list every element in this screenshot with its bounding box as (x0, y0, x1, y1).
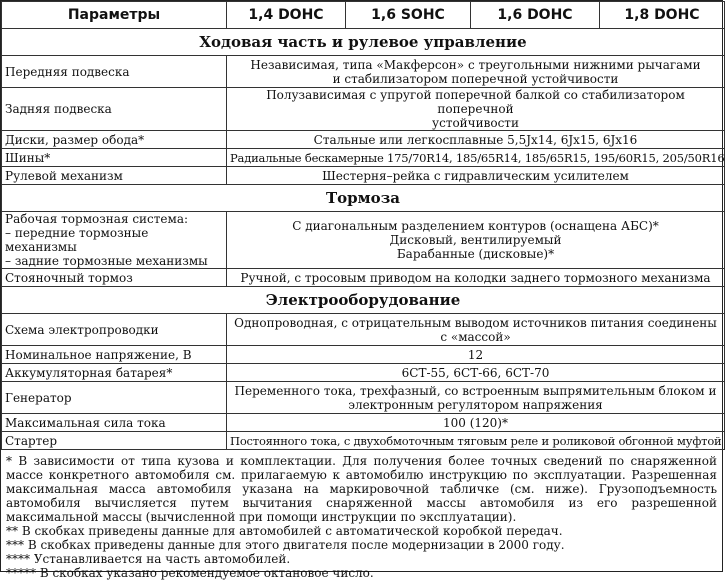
value-rear-suspension (227, 88, 725, 131)
value-max-current: 100 (120)* (227, 414, 725, 432)
value-wiring (227, 314, 725, 346)
value-starter: Постоянного тока, с двухобмоточным тяговым реле и роликовой обгонной муфтой (227, 432, 725, 450)
value-steering: Шестерня–рейка с гидравлическим усилителем (227, 167, 725, 185)
label-steering: Рулевой механизм (2, 167, 227, 185)
label-rear-suspension: Задняя подвеска (2, 88, 227, 131)
header-row (2, 2, 725, 29)
row-steering (2, 167, 725, 185)
row-front-suspension (2, 56, 725, 88)
section-title-chassis: Ходовая часть и рулевое управление (2, 29, 725, 56)
row-battery (2, 364, 725, 382)
row-generator (2, 382, 725, 414)
row-service-brake (2, 212, 725, 269)
value-service-brake-line2: Дисковый, вентилируемый (389, 233, 562, 247)
label-service-brake (2, 212, 227, 269)
header-engine-1-4-dohc: 1,4 DOHC (227, 2, 346, 29)
footnote-4: **** Устанавливается на часть автомобилей. (6, 552, 291, 566)
section-row-chassis (2, 29, 725, 56)
row-parking-brake (2, 269, 725, 287)
section-title-electrical: Электрооборудование (2, 287, 725, 314)
footnote-1: * В зависимости от типа кузова и комплектации. Для получения более точных сведений по снаряженной массе конкретного автомобиля см. прилагаемую к автомобилю инструкцию по эксплуатации. Разрешенная максимальная масса автомобиля указана на маркировочной табличке (см. ниже). Грузоподъемность автомобиля вычисляется путем вычитания снаряженной массы автомобиля из его разрешенной максимальной массы (вычисленной при помощи инструкции по эксплуатации). (6, 454, 717, 524)
row-rear-suspension (2, 88, 725, 131)
value-tires: Радиальные бескамерные 175/70R14, 185/65R14, 185/65R15, 195/60R15, 205/50R16 (227, 149, 725, 167)
value-front-suspension (227, 56, 725, 88)
row-starter (2, 432, 725, 450)
row-max-current (2, 414, 725, 432)
label-service-brake-main: Рабочая тормозная система: (5, 212, 189, 226)
header-engine-1-6-sohc: 1,6 SOHC (346, 2, 471, 29)
value-parking-brake: Ручной, с тросовым приводом на колодки заднего тормозного механизма (227, 269, 725, 287)
label-front-suspension: Передняя подвеска (2, 56, 227, 88)
label-battery: Аккумуляторная батарея* (2, 364, 227, 382)
label-voltage: Номинальное напряжение, В (2, 346, 227, 364)
row-voltage (2, 346, 725, 364)
label-service-brake-front: – передние тормозные механизмы (5, 226, 149, 254)
value-generator-line1: Переменного тока, трехфазный, со встроенным выпрямительным блоком и (234, 383, 717, 398)
footnote-5: ***** В скобках указано рекомендуемое октановое число. (6, 566, 374, 580)
section-row-electrical (2, 287, 725, 314)
label-wheels: Диски, размер обода* (2, 131, 227, 149)
header-parameters: Параметры (2, 2, 227, 29)
value-wheels: Стальные или легкосплавные 5,5Jx14, 6Jx15, 6Jx16 (227, 131, 725, 149)
label-service-brake-rear: – задние тормозные механизмы (5, 254, 208, 268)
value-service-brake-line3: Барабанные (дисковые)* (396, 247, 555, 261)
value-wiring-line1: Однопроводная, с отрицательным выводом источников питания соединены (234, 315, 717, 330)
label-starter: Стартер (2, 432, 227, 450)
value-service-brake (227, 212, 725, 269)
header-engine-1-8-dohc: 1,8 DOHC (600, 2, 725, 29)
label-max-current: Максимальная сила тока (2, 414, 227, 432)
spec-table (1, 1, 725, 450)
value-front-suspension-line2: и стабилизатором поперечной устойчивости (332, 71, 619, 86)
footnote-3: *** В скобках приведены данные для этого двигателя после модернизации в 2000 году. (6, 538, 565, 552)
header-engine-1-6-dohc: 1,6 DOHC (471, 2, 600, 29)
label-parking-brake: Стояночный тормоз (2, 269, 227, 287)
label-generator: Генератор (2, 382, 227, 414)
section-title-brakes: Тормоза (2, 185, 725, 212)
row-tires (2, 149, 725, 167)
label-wiring: Схема электропроводки (2, 314, 227, 346)
value-front-suspension-line1: Независимая, типа «Макферсон» с треугольными нижними рычагами (250, 57, 701, 72)
value-voltage: 12 (227, 346, 725, 364)
row-wheels (2, 131, 725, 149)
footnote-2: ** В скобках приведены данные для автомобилей с автоматической коробкой передач. (6, 524, 563, 538)
value-battery: 6СТ-55, 6СТ-66, 6СТ-70 (227, 364, 725, 382)
value-service-brake-line1: С диагональным разделением контуров (оснащена АБС)* (292, 219, 659, 233)
value-generator-line2: электронным регулятором напряжения (348, 397, 603, 412)
label-tires: Шины* (2, 149, 227, 167)
row-wiring (2, 314, 725, 346)
section-row-brakes (2, 185, 725, 212)
value-generator (227, 382, 725, 414)
footnotes (1, 450, 722, 580)
value-wiring-line2: с «массой» (440, 329, 511, 344)
value-rear-suspension-line1: Полузависимая с упругой поперечной балкой со стабилизатором поперечной (266, 88, 685, 116)
value-rear-suspension-line2: устойчивости (432, 116, 519, 130)
